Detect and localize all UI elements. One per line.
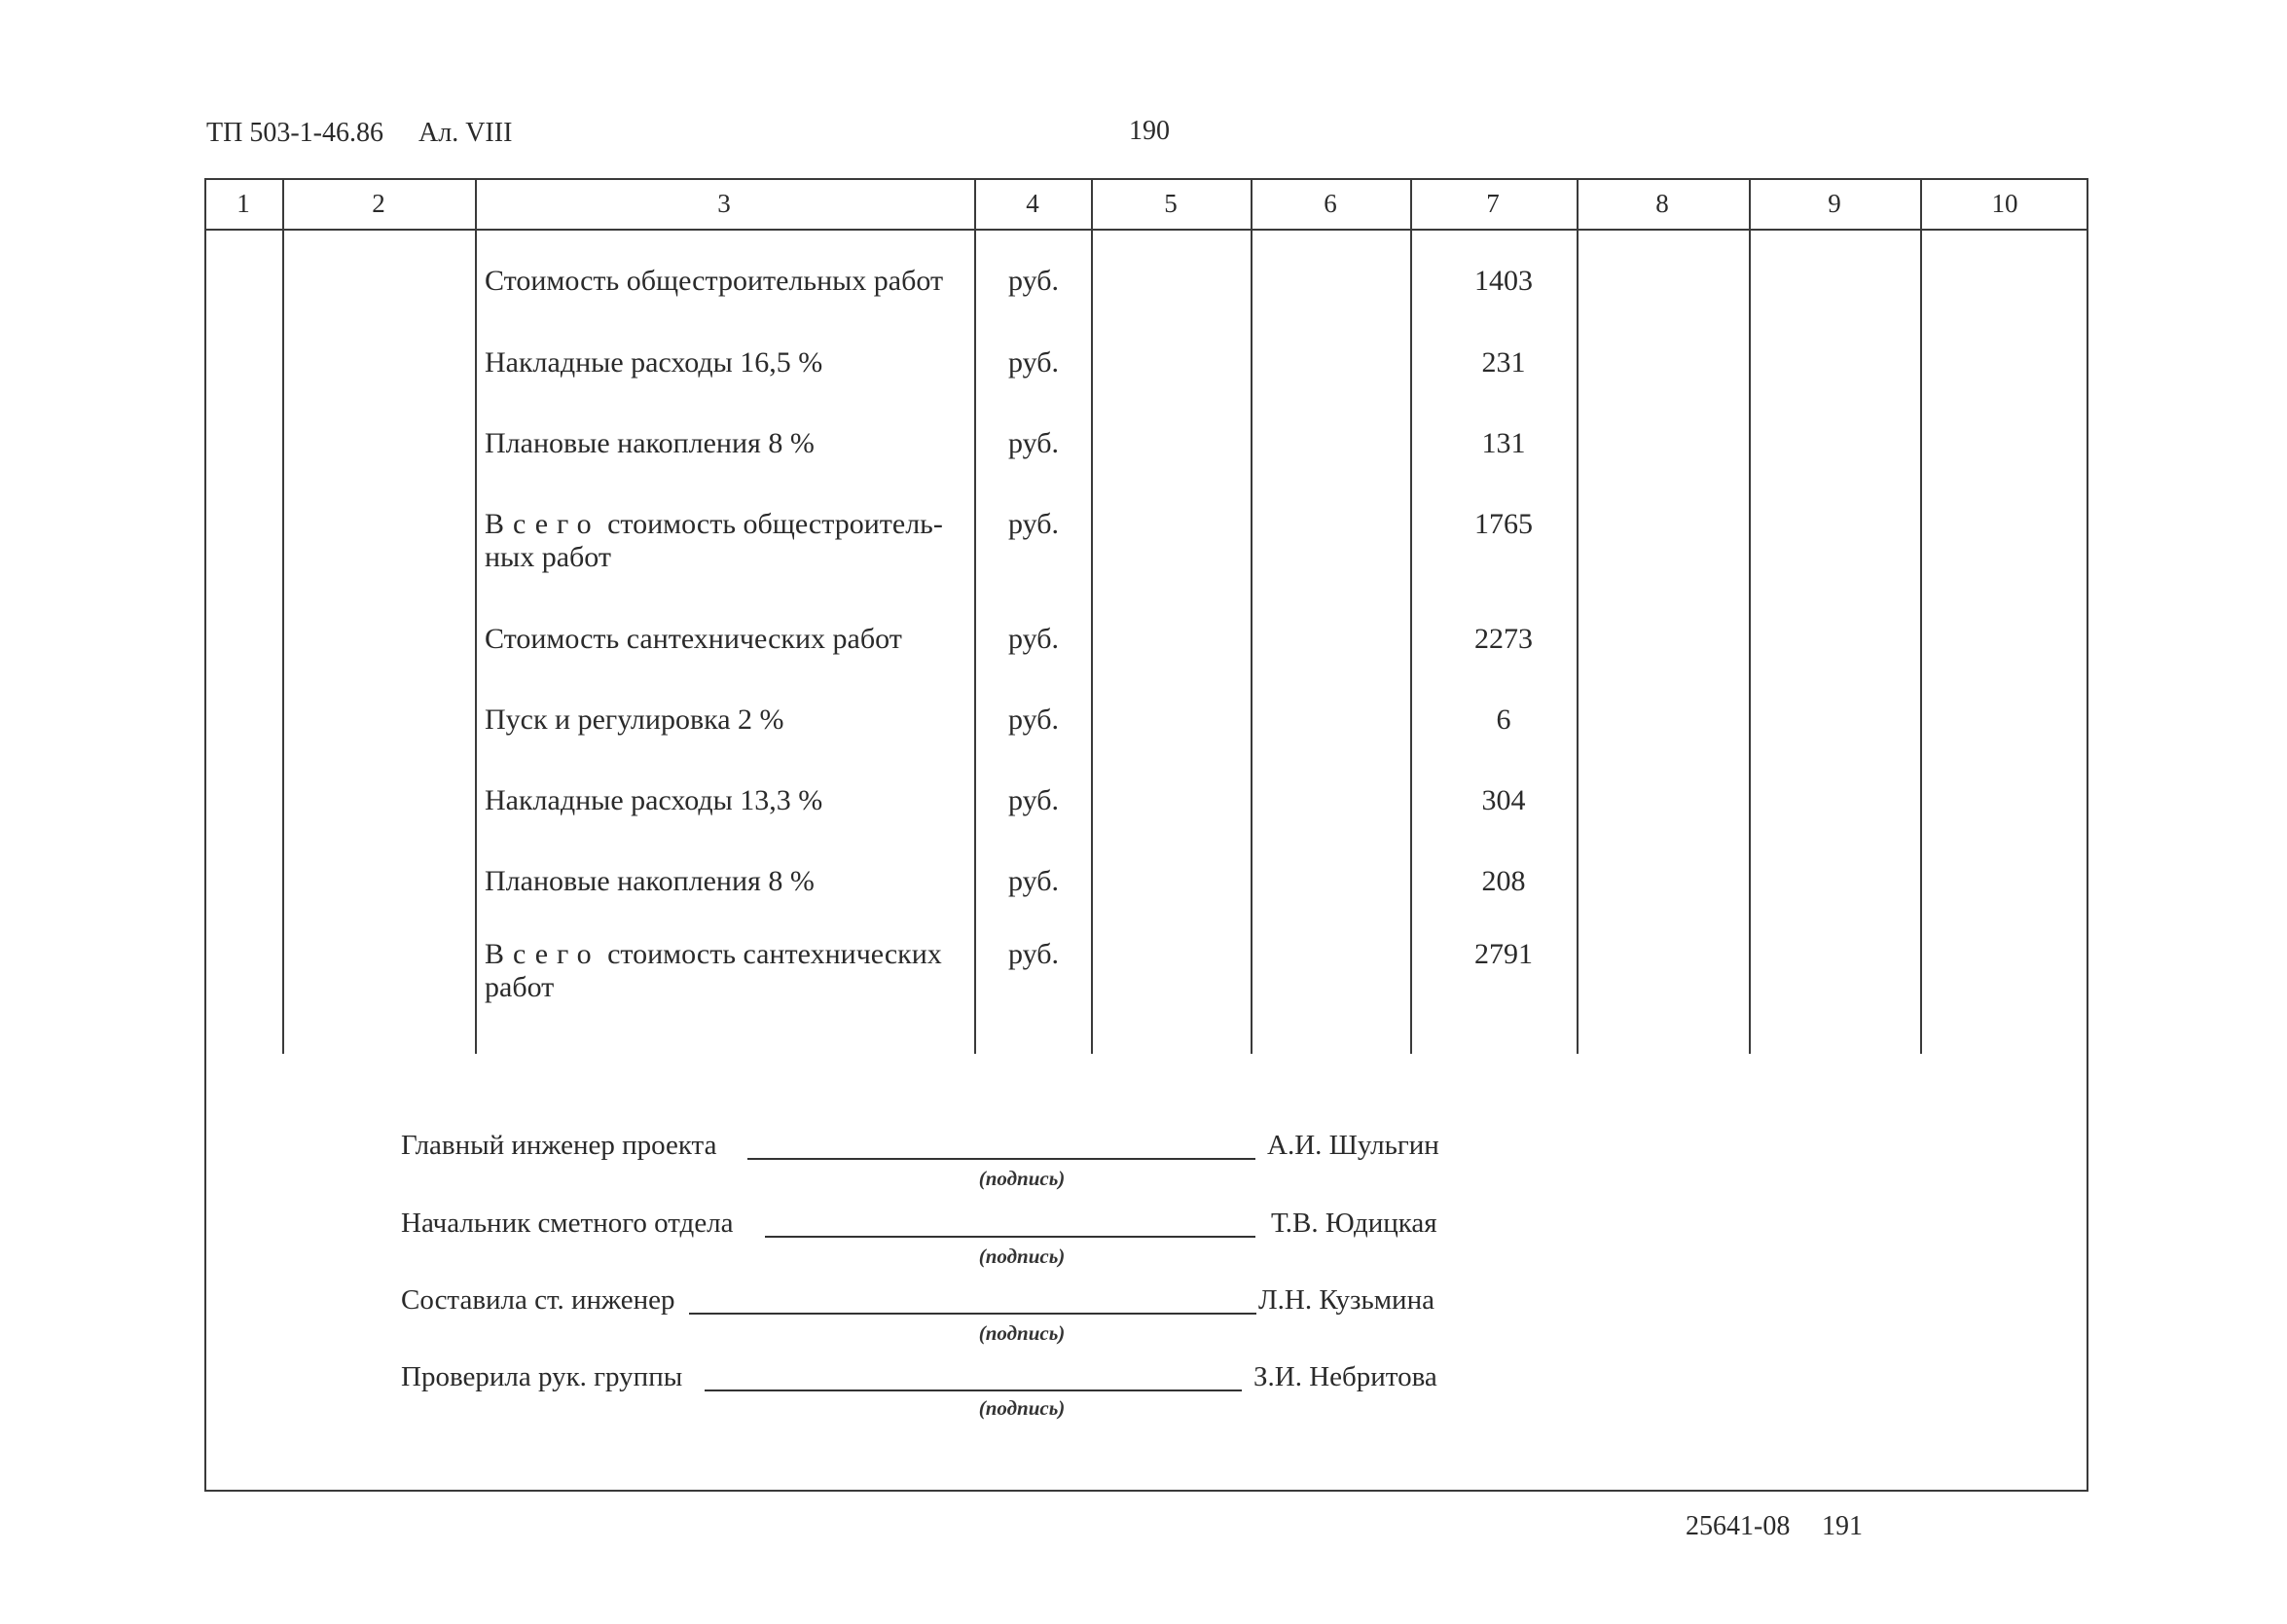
column-number-7: 7 bbox=[1486, 189, 1500, 218]
signature-caption: (подпись) bbox=[978, 1167, 1066, 1190]
row-name: Стоимость общестроительных работ bbox=[485, 265, 944, 297]
document-code: ТП 503-1-46.86 bbox=[206, 118, 383, 148]
row-name: Накладные расходы 16,5 % bbox=[485, 346, 823, 379]
signature-name: З.И. Небритова bbox=[1253, 1361, 1437, 1392]
signature-line bbox=[765, 1236, 1255, 1238]
column-number-2: 2 bbox=[372, 189, 385, 218]
table-row bbox=[0, 427, 2287, 495]
column-number-10: 10 bbox=[1991, 189, 2018, 218]
signature-caption: (подпись) bbox=[978, 1321, 1066, 1345]
table-row bbox=[0, 865, 2287, 933]
column-number-5: 5 bbox=[1164, 189, 1178, 218]
signature-name: А.И. Шульгин bbox=[1267, 1130, 1439, 1161]
table-header-rule bbox=[204, 229, 2088, 231]
row-unit: руб. bbox=[1008, 508, 1059, 540]
row-name-rest: стоимость общестроитель-ных работ bbox=[485, 508, 943, 573]
table-row bbox=[0, 623, 2287, 691]
table-row bbox=[0, 265, 2287, 333]
page-number: 190 bbox=[1129, 116, 1170, 146]
row-name-lead: Всего bbox=[485, 938, 600, 970]
table-row bbox=[0, 346, 2287, 415]
column-number-1: 1 bbox=[236, 189, 250, 218]
table-row bbox=[0, 784, 2287, 852]
row-value: 6 bbox=[1496, 704, 1511, 736]
row-name: Стоимость сантехнических работ bbox=[485, 623, 902, 655]
row-unit: руб. bbox=[1008, 427, 1059, 459]
table-row bbox=[0, 508, 2287, 576]
row-value: 2273 bbox=[1474, 623, 1533, 655]
row-name: Плановые накопления 8 % bbox=[485, 865, 815, 897]
row-unit: руб. bbox=[1008, 623, 1059, 655]
row-value: 2791 bbox=[1474, 938, 1533, 970]
signature-name: Т.В. Юдицкая bbox=[1271, 1208, 1437, 1239]
signature-role: Проверила рук. группы bbox=[401, 1361, 683, 1392]
signature-caption: (подпись) bbox=[978, 1245, 1066, 1268]
signature-line bbox=[689, 1313, 1256, 1315]
row-name-lead: Всего bbox=[485, 508, 600, 540]
row-value: 304 bbox=[1481, 784, 1526, 816]
row-value: 231 bbox=[1481, 346, 1526, 379]
column-number-4: 4 bbox=[1026, 189, 1039, 218]
signature-role: Начальник сметного отдела bbox=[401, 1208, 734, 1239]
table-row bbox=[0, 938, 2287, 1006]
signature-line bbox=[705, 1389, 1242, 1391]
row-name bbox=[485, 508, 976, 574]
row-name bbox=[485, 938, 976, 1004]
row-value: 1403 bbox=[1474, 265, 1533, 297]
row-unit: руб. bbox=[1008, 784, 1059, 816]
signature-role: Составила ст. инженер bbox=[401, 1284, 675, 1316]
column-number-3: 3 bbox=[717, 189, 731, 218]
column-number-9: 9 bbox=[1828, 189, 1841, 218]
row-name: Пуск и регулировка 2 % bbox=[485, 704, 784, 736]
signature-caption: (подпись) bbox=[978, 1396, 1066, 1420]
row-name: Плановые накопления 8 % bbox=[485, 427, 815, 459]
row-unit: руб. bbox=[1008, 938, 1059, 970]
row-unit: руб. bbox=[1008, 704, 1059, 736]
row-value: 131 bbox=[1481, 427, 1526, 459]
row-name: Накладные расходы 13,3 % bbox=[485, 784, 823, 816]
column-number-8: 8 bbox=[1655, 189, 1669, 218]
row-unit: руб. bbox=[1008, 265, 1059, 297]
album-number: Ал. VIII bbox=[418, 118, 513, 148]
signature-role: Главный инженер проекта bbox=[401, 1130, 717, 1161]
signature-line bbox=[747, 1158, 1255, 1160]
table-row bbox=[0, 704, 2287, 772]
row-value: 1765 bbox=[1474, 508, 1533, 540]
row-unit: руб. bbox=[1008, 865, 1059, 897]
signature-name: Л.Н. Кузьмина bbox=[1258, 1284, 1434, 1316]
column-number-6: 6 bbox=[1324, 189, 1337, 218]
footer-document-code: 25641-08 bbox=[1686, 1511, 1791, 1541]
footer-page-number: 191 bbox=[1822, 1511, 1863, 1541]
row-name-rest: стоимость сантехнических работ bbox=[485, 938, 942, 1003]
row-value: 208 bbox=[1481, 865, 1526, 897]
row-unit: руб. bbox=[1008, 346, 1059, 379]
